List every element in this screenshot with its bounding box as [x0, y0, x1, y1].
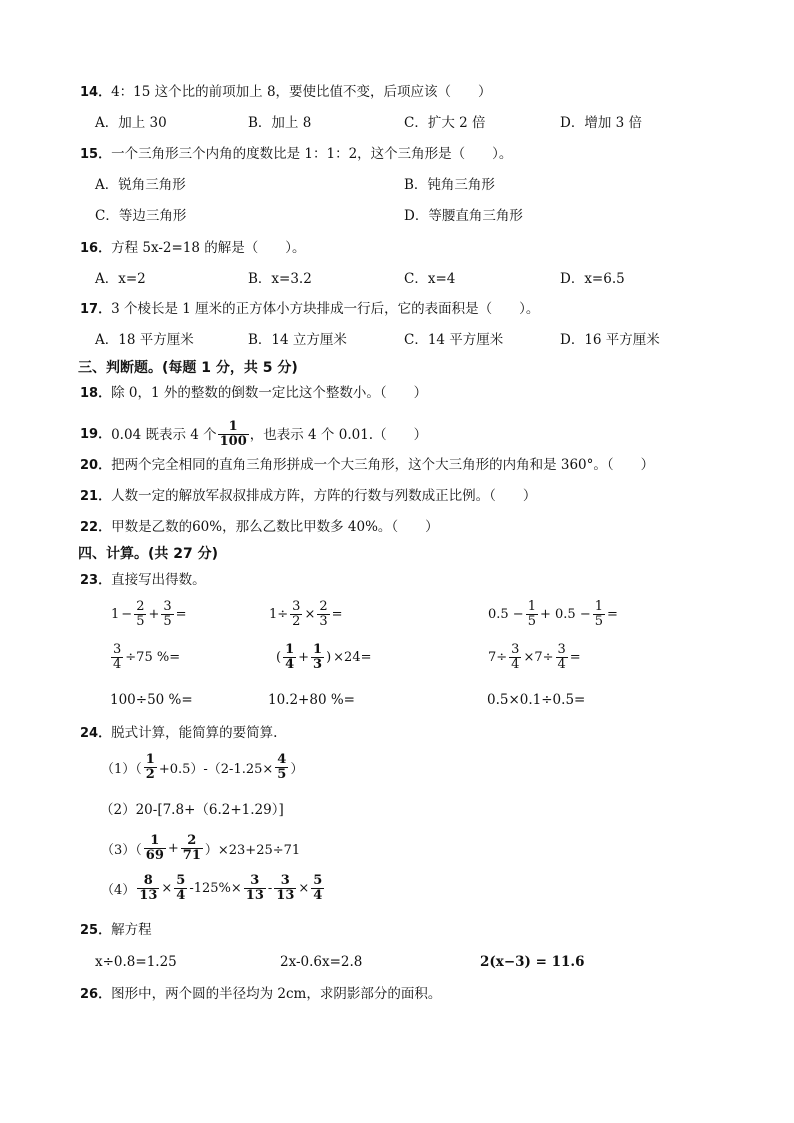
question-text: 脱式计算，能简算的要简算.	[111, 725, 278, 741]
fraction: $\frac{1}{69}$	[145, 833, 164, 863]
option-d: D．增加 3 倍	[560, 115, 642, 131]
question-14	[80, 83, 492, 102]
option-a: A．锐角三角形	[95, 177, 186, 193]
question-text: 0.04 既表示 4 个	[111, 426, 217, 443]
fraction: $\frac{3}{13}$	[276, 873, 295, 903]
expression: 0.5 − $\frac{1}{5}$ + 0.5 − $\frac{1}{5}$ =	[488, 599, 618, 629]
expression: 1 − $\frac{2}{5}$ + $\frac{3}{5}$ =	[111, 599, 187, 629]
question-text: 一个三角形三个内角的度数比是 1：1：2，这个三角形是（ ）。	[111, 146, 513, 162]
expression-1: （1）（ $\frac{1}{2}$ +0.5）-（2-1.25× $\frac{4}{5}$ ）	[101, 752, 304, 782]
question-16	[80, 239, 306, 258]
question-number: 19．	[80, 426, 112, 442]
question-text-cont: ，也表示 4 个 0.01.（ ）	[249, 426, 428, 443]
question-26	[80, 985, 441, 1004]
question-19	[80, 420, 427, 449]
expression-3: （3）（ $\frac{1}{69}$ + $\frac{2}{71}$ ）×23+25÷71	[101, 833, 301, 863]
fraction: $\frac{3}{4}$	[511, 642, 520, 672]
fraction: $\frac{3}{2}$	[292, 599, 301, 629]
question-number: 23．	[80, 573, 112, 588]
section-heading-judgement: 三、判断题。(每题 1 分，共 5 分)	[78, 360, 298, 376]
fraction: $\frac{5}{4}$	[313, 873, 323, 903]
fraction: $\frac{3}{4}$	[557, 642, 566, 672]
question-text: 直接写出得数。	[111, 572, 206, 588]
question-number: 22．	[80, 520, 112, 535]
option-a: A．加上 30	[95, 115, 167, 131]
option-c: C．14 平方厘米	[404, 332, 504, 348]
fraction: $\frac{8}{13}$	[139, 873, 158, 903]
question-15	[80, 145, 512, 164]
question-21	[80, 487, 536, 506]
question-25	[80, 921, 152, 940]
fraction: $\frac{3}{13}$	[245, 873, 264, 903]
equation: 2x-0.6x=2.8	[280, 954, 363, 970]
question-number: 17．	[80, 302, 112, 317]
option-b: B．x=3.2	[248, 271, 312, 287]
question-text: 把两个完全相同的直角三角形拼成一个大三角形，这个大三角形的内角和是 360°。（ ）	[111, 457, 655, 473]
section-heading-calculation: 四、计算。(共 27 分)	[78, 546, 219, 562]
question-17	[80, 300, 539, 319]
question-number: 16．	[80, 241, 112, 256]
fraction: $\frac{1}{5}$	[527, 599, 536, 629]
option-c: C．扩大 2 倍	[404, 115, 486, 131]
question-text: 图形中，两个圆的半径均为 2cm，求阴影部分的面积。	[111, 986, 442, 1002]
equation: 2(x−3) = 11.6	[480, 954, 585, 970]
question-text: 4：15 这个比的前项加上 8，要使比值不变，后项应该（ ）	[111, 84, 492, 100]
expression: 10.2+80 %=	[268, 692, 355, 708]
fraction: $\frac{1}{100}$	[219, 419, 247, 449]
equation: x÷0.8=1.25	[95, 954, 177, 970]
option-d: D．x=6.5	[560, 271, 625, 287]
question-18	[80, 384, 427, 403]
question-text: 除 0，1 外的整数的倒数一定比这个整数小。（ ）	[111, 385, 428, 401]
question-text: 人数一定的解放军叔叔排成方阵，方阵的行数与列数成正比例。（ ）	[111, 488, 537, 504]
question-20	[80, 456, 654, 475]
question-22	[80, 518, 439, 537]
question-number: 21．	[80, 489, 112, 504]
question-24	[80, 724, 277, 743]
fraction: $\frac{1}{4}$	[285, 642, 295, 672]
fraction: $\frac{3}{4}$	[113, 642, 122, 672]
option-a: A．18 平方厘米	[95, 332, 194, 348]
expression: 7÷ $\frac{3}{4}$ ×7÷ $\frac{3}{4}$ =	[488, 642, 581, 672]
question-number: 26．	[80, 987, 112, 1002]
question-text: 3 个棱长是 1 厘米的正方体小方块排成一行后，它的表面积是（ ）。	[111, 301, 540, 317]
question-number: 25．	[80, 923, 112, 938]
option-b: B．加上 8	[248, 115, 312, 131]
fraction: $\frac{2}{3}$	[319, 599, 328, 629]
fraction: $\frac{2}{5}$	[136, 599, 145, 629]
expression: ( $\frac{1}{4}$ + $\frac{1}{3}$ ) ×24=	[276, 642, 372, 672]
option-d: D．16 平方厘米	[560, 332, 660, 348]
question-text: 方程 5x-2=18 的解是（ ）。	[111, 240, 306, 256]
expression: 100÷50 %=	[110, 692, 193, 708]
option-b: B．钝角三角形	[404, 177, 495, 193]
fraction: $\frac{5}{4}$	[176, 873, 186, 903]
fraction: $\frac{1}{5}$	[594, 599, 603, 629]
fraction: $\frac{1}{2}$	[145, 752, 155, 782]
expression-2: （2）20-[7.8+（6.2+1.29）]	[100, 802, 284, 818]
option-a: A．x=2	[95, 271, 146, 287]
option-d: D．等腰直角三角形	[404, 208, 523, 224]
expression-4: （4） $\frac{8}{13}$ × $\frac{5}{4}$ -125%× $\frac{3}{13}$ - $\frac{3}{13}$ × $\frac{5}{4}$	[101, 873, 323, 903]
expression: 0.5×0.1÷0.5=	[487, 692, 586, 708]
question-number: 24．	[80, 726, 112, 741]
option-b: B．14 立方厘米	[248, 332, 347, 348]
fraction: $\frac{4}{5}$	[277, 752, 287, 782]
question-number: 20．	[80, 458, 112, 473]
question-number: 18．	[80, 386, 112, 401]
fraction: $\frac{3}{5}$	[163, 599, 172, 629]
question-text: 甲数是乙数的60%，那么乙数比甲数多 40%。（ ）	[111, 519, 439, 535]
fraction: $\frac{1}{3}$	[313, 642, 323, 672]
expression: 1÷ $\frac{3}{2}$ × $\frac{2}{3}$ =	[269, 599, 343, 629]
option-c: C．x=4	[404, 271, 456, 287]
option-c: C．等边三角形	[95, 208, 187, 224]
question-23	[80, 571, 206, 590]
expression: $\frac{3}{4}$ ÷75 %=	[113, 642, 181, 672]
question-number: 14．	[80, 85, 112, 100]
question-number: 15．	[80, 147, 112, 162]
question-text: 解方程	[111, 922, 152, 938]
fraction: $\frac{2}{71}$	[182, 833, 201, 863]
